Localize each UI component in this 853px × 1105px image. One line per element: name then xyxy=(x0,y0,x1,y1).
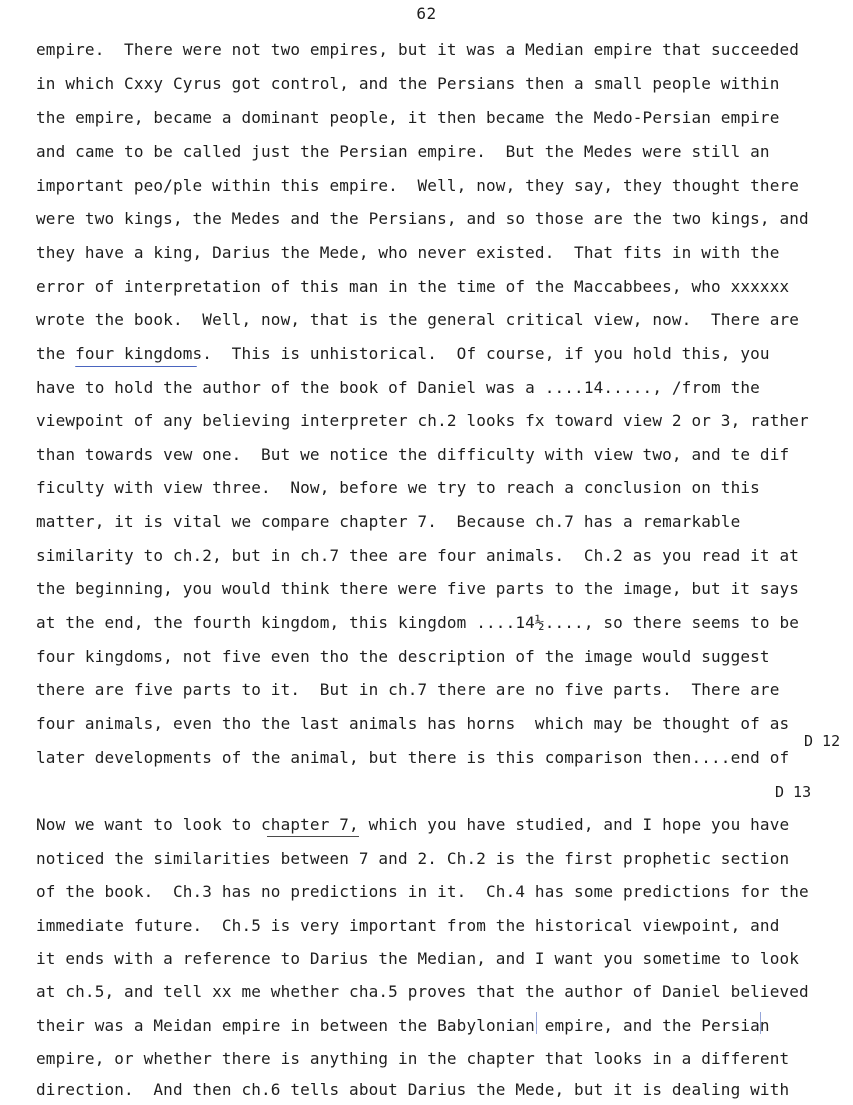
text-line: wrote the book. Well, now, that is the general critical view, now. There are xyxy=(36,310,800,329)
text-line: four animals, even tho the last animals has horns which may be thought of as xyxy=(36,714,790,733)
text-line: and came to be called just the Persian empire. But the Medes were still an xyxy=(36,142,770,161)
text-line: direction. And then ch.6 tells about Darius the Mede, but it is dealing with xyxy=(36,1080,790,1099)
text-line: ficulty with view three. Now, before we try to reach a conclusion on this xyxy=(36,478,760,497)
text-line: in which Cxxy Cyrus got control, and the Persians then a small people within xyxy=(36,74,780,93)
text-line: later developments of the animal, but there is this comparison then....end of xyxy=(36,748,790,767)
margin-marker-d12: D 12 xyxy=(804,732,841,750)
text-line: four kingdoms, not five even tho the description of the image would suggest xyxy=(36,647,770,666)
text-line: there are five parts to it. But in ch.7 there are no five parts. There are xyxy=(36,680,780,699)
text-line: the beginning, you would think there were five parts to the image, but it says xyxy=(36,579,800,598)
text-line: important peo/ple within this empire. Well, now, they say, they thought there xyxy=(36,176,800,195)
text-line-underlined: the four kingdoms. This is unhistorical. Of course, if you hold this, you xyxy=(36,344,770,363)
text-line: have to hold the author of the book of Daniel was a ....14....., /from the xyxy=(36,378,760,397)
typed-underline xyxy=(267,836,359,837)
text-line: it ends with a reference to Darius the Median, and I want you sometime to look xyxy=(36,949,800,968)
text-line: empire. There were not two empires, but it was a Median empire that succeeded xyxy=(36,40,800,59)
text-line: Now we want to look to chapter 7, which you have studied, and I hope you have xyxy=(36,815,790,834)
text-line: the empire, became a dominant people, it then became the Medo-Persian empire xyxy=(36,108,780,127)
text-line: error of interpretation of this man in the time of the Maccabbees, who xxxxxx xyxy=(36,277,790,296)
handwritten-underline xyxy=(75,366,197,367)
text-line: their was a Meidan empire in between the Babylonian empire, and the Persian xyxy=(36,1016,770,1035)
text-line: empire, or whether there is anything in the chapter that looks in a different xyxy=(36,1049,790,1068)
text-line: noticed the similarities between 7 and 2. Ch.2 is the first prophetic section xyxy=(36,849,790,868)
text-line: were two kings, the Medes and the Persians, and so those are the two kings, and xyxy=(36,209,809,228)
text-line: they have a king, Darius the Mede, who never existed. That fits in with the xyxy=(36,243,780,262)
text-line: at ch.5, and tell xx me whether cha.5 proves that the author of Daniel believed xyxy=(36,982,809,1001)
margin-marker-d13: D 13 xyxy=(775,783,812,801)
text-line: matter, it is vital we compare chapter 7. Because ch.7 has a remarkable xyxy=(36,512,741,531)
handwritten-correction-mark xyxy=(760,1012,761,1034)
text-line: viewpoint of any believing interpreter ch.2 looks fx toward view 2 or 3, rather xyxy=(36,411,809,430)
text-line: of the book. Ch.3 has no predictions in it. Ch.4 has some predictions for the xyxy=(36,882,809,901)
text-line: immediate future. Ch.5 is very important from the historical viewpoint, and xyxy=(36,916,780,935)
handwritten-correction-mark xyxy=(536,1012,537,1034)
text-line: at the end, the fourth kingdom, this kingdom ....14½...., so there seems to be xyxy=(36,613,800,632)
page-number: 62 xyxy=(416,4,437,23)
text-line: similarity to ch.2, but in ch.7 thee are four animals. Ch.2 as you read it at xyxy=(36,546,800,565)
text-line: than towards vew one. But we notice the difficulty with view two, and te dif xyxy=(36,445,790,464)
